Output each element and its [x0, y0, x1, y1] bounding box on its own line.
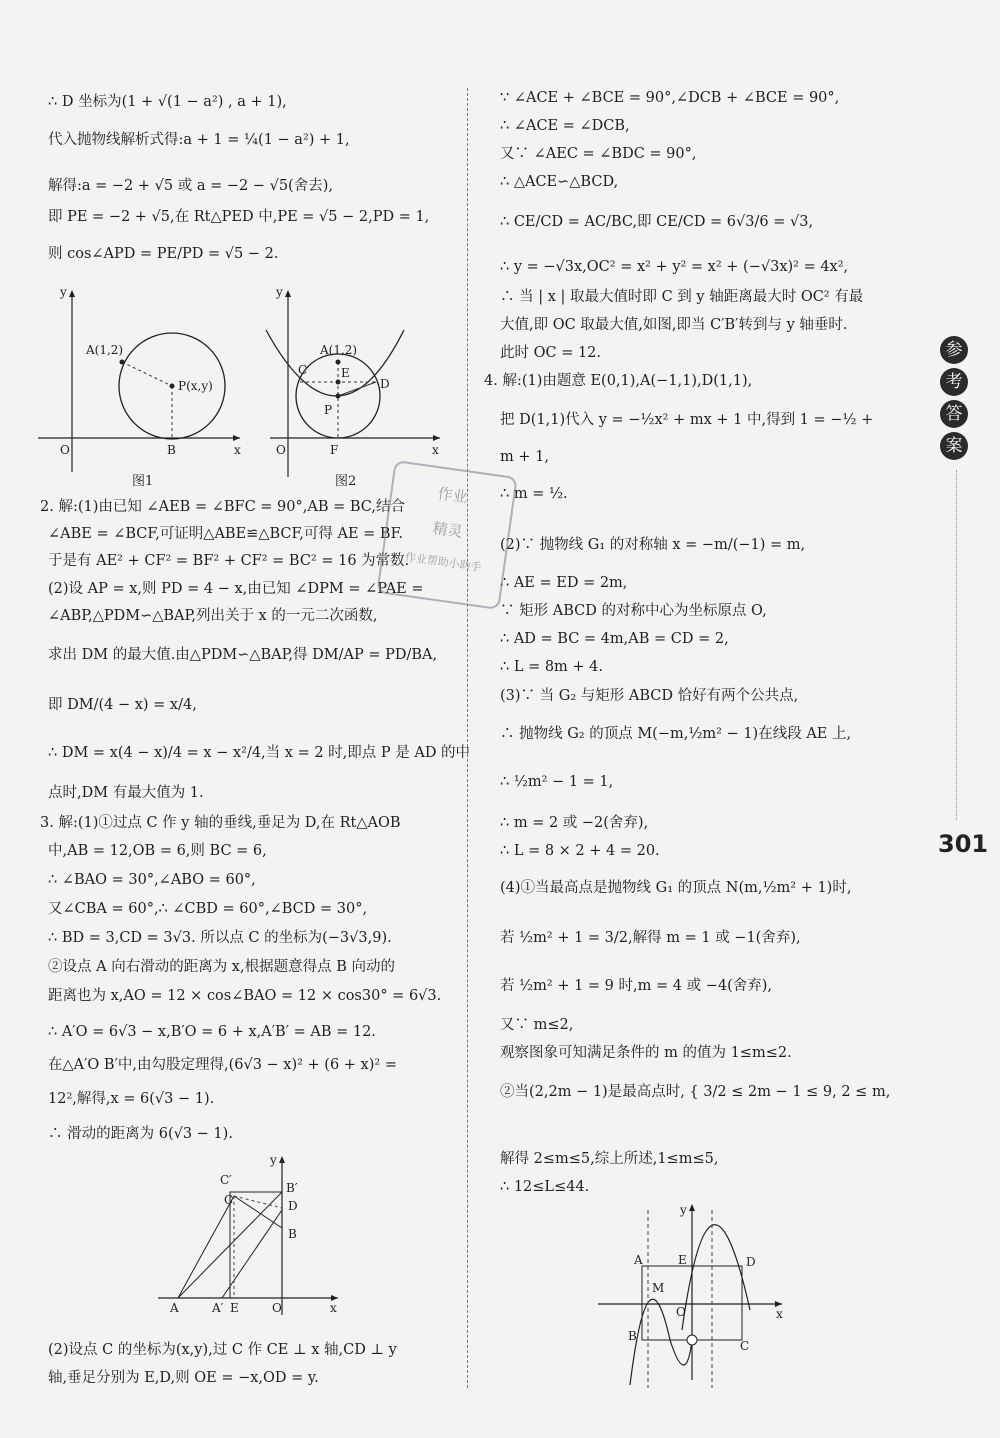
- text-line: 点时,DM 有最大值为 1.: [48, 785, 204, 801]
- text-line: ∵ ∠ACE + ∠BCE = 90°,∠DCB + ∠BCE = 90°,: [500, 90, 840, 106]
- text-line: ∴ m = ½.: [500, 486, 568, 502]
- fig3-b1-label: B′: [286, 1181, 298, 1195]
- text-line: ∴ 12≤L≤44.: [500, 1179, 590, 1195]
- stamp-line-1: 作业: [436, 484, 469, 507]
- text-line: ∴ L = 8m + 4.: [500, 659, 604, 675]
- text-line: 求出 DM 的最大值.由△PDM∽△BAP,得 DM/AP = PD/BA,: [48, 647, 438, 663]
- text-line: 又∵ ∠AEC = ∠BDC = 90°,: [500, 146, 697, 162]
- fig1-o-label: O: [60, 443, 70, 457]
- text-line: 3. 解:(1)①过点 C 作 y 轴的垂线,垂足为 D,在 Rt△AOB: [40, 815, 401, 831]
- fig3-x-label: x: [330, 1301, 337, 1315]
- fig3-b-label: B: [288, 1227, 297, 1241]
- text-line: (2)设点 C 的坐标为(x,y),过 C 作 CE ⊥ x 轴,CD ⊥ y: [48, 1342, 397, 1358]
- fig1-caption: 图1: [132, 474, 154, 489]
- text-line: m + 1,: [500, 449, 549, 465]
- text-line: ∴ CE/CD = AC/BC,即 CE/CD = 6√3/6 = √3,: [500, 214, 814, 230]
- fig3-c1-label: C′: [220, 1173, 232, 1187]
- figure-1: [38, 285, 241, 472]
- fig1-b-label: B: [167, 443, 176, 457]
- text-line: 即 DM/(4 − x) = x/4,: [48, 697, 197, 713]
- text-line: ∴ m = 2 或 −2(舍弃),: [500, 815, 649, 831]
- fig4-x-label: x: [776, 1307, 783, 1321]
- figure-3: [150, 1150, 350, 1320]
- figure-2: [266, 285, 440, 477]
- text-line: ∴ ½m² − 1 = 1,: [500, 774, 614, 790]
- text-line: ∴ AD = BC = 4m,AB = CD = 2,: [500, 631, 729, 647]
- fig3-e-label: E: [230, 1301, 239, 1315]
- text-line: ∴ DM = x(4 − x)/4 = x − x²/4,当 x = 2 时,即点 P 是 AD 的中: [48, 745, 471, 761]
- text-line: ∠ABP,△PDM∽△BAP,列出关于 x 的一元二次函数,: [48, 608, 378, 624]
- fig4-o-label: O: [676, 1305, 686, 1319]
- fig4-b-label: B: [628, 1329, 637, 1343]
- text-line: 距离也为 x,AO = 12 × cos∠BAO = 12 × cos30° = 6√3.: [48, 988, 442, 1004]
- text-line: ∴ 当 | x | 取最大值时即 C 到 y 轴距离最大时 OC² 有最: [500, 289, 864, 305]
- text-line: 若 ½m² + 1 = 3/2,解得 m = 1 或 −1(舍弃),: [500, 930, 801, 946]
- fig2-c-label: C: [298, 363, 308, 377]
- text-line: (3)∵ 当 G₂ 与矩形 ABCD 恰好有两个公共点,: [500, 688, 799, 704]
- fig2-f-label: F: [330, 443, 339, 457]
- fig3-a1-label: A′: [212, 1301, 224, 1315]
- fig2-d-label: D: [380, 377, 390, 391]
- text-line: 代入抛物线解析式得:a + 1 = ¼(1 − a²) + 1,: [48, 132, 350, 148]
- text-line: 2. 解:(1)由已知 ∠AEB = ∠BFC = 90°,AB = BC,结合: [40, 499, 405, 515]
- text-line: ∴ ∠ACE = ∠DCB,: [500, 118, 630, 134]
- text-line: ②设点 A 向右滑动的距离为 x,根据题意得点 B 向动的: [48, 959, 395, 975]
- text-line: 4. 解:(1)由题意 E(0,1),A(−1,1),D(1,1),: [484, 373, 753, 389]
- fig2-x-label: x: [432, 443, 439, 457]
- page-number: 301: [938, 830, 989, 858]
- text-line: (4)①当最高点是抛物线 G₁ 的顶点 N(m,½m² + 1)时,: [500, 880, 852, 896]
- text-line: 中,AB = 12,OB = 6,则 BC = 6,: [48, 843, 267, 859]
- tab-char-3: 答: [940, 400, 968, 428]
- text-line: 观察图象可知满足条件的 m 的值为 1≤m≤2.: [500, 1045, 792, 1061]
- fig3-d-label: D: [288, 1199, 298, 1213]
- fig2-p-label: P: [324, 403, 333, 417]
- text-line: 则 cos∠APD = PE/PD = √5 − 2.: [48, 246, 279, 262]
- text-line: 轴,垂足分别为 E,D,则 OE = −x,OD = y.: [48, 1370, 319, 1386]
- text-line: 此时 OC = 12.: [500, 345, 602, 361]
- text-line: ∴ BD = 3,CD = 3√3. 所以点 C 的坐标为(−3√3,9).: [48, 930, 392, 946]
- fig4-d-label: D: [746, 1255, 756, 1269]
- text-line: ∠ABE = ∠BCF,可证明△ABE≌△BCF,可得 AE = BF.: [48, 526, 404, 542]
- text-line: 在△A′O B′中,由勾股定理得,(6√3 − x)² + (6 + x)² =: [48, 1057, 397, 1073]
- fig1-a-label: A(1,2): [86, 343, 124, 357]
- fig1-p-label: P(x,y): [178, 379, 213, 393]
- text-line: ∴ A′O = 6√3 − x,B′O = 6 + x,A′B′ = AB = 12.: [48, 1024, 376, 1040]
- fig3-c-label: C: [224, 1193, 234, 1207]
- text-line: 解得 2≤m≤5,综上所述,1≤m≤5,: [500, 1151, 719, 1167]
- text-line: 又∵ m≤2,: [500, 1017, 574, 1033]
- text-line: ∴ y = −√3x,OC² = x² + y² = x² + (−√3x)² = 4x²,: [500, 259, 849, 275]
- figure-4: [590, 1200, 790, 1390]
- text-line: 又∠CBA = 60°,∴ ∠CBD = 60°,∠BCD = 30°,: [48, 901, 368, 917]
- tab-char-4: 案: [940, 432, 968, 460]
- tab-char-1: 参: [940, 336, 968, 364]
- text-line: 把 D(1,1)代入 y = −½x² + mx + 1 中,得到 1 = −½ +: [500, 412, 874, 428]
- figure-1-2: [30, 282, 450, 482]
- watermark-stamp: [376, 460, 517, 610]
- section-tab: [940, 336, 972, 464]
- text-line: ∴ L = 8 × 2 + 4 = 20.: [500, 843, 660, 859]
- tab-dotted-rule: [956, 470, 957, 820]
- fig2-a-label: A(1,2): [320, 343, 358, 357]
- fig2-caption: 图2: [335, 474, 357, 489]
- text-line: (2)∵ 抛物线 G₁ 的对称轴 x = −m/(−1) = m,: [500, 537, 806, 553]
- fig4-y-label: y: [680, 1203, 687, 1217]
- text-line: ∴ AE = ED = 2m,: [500, 575, 628, 591]
- text-line: 若 ½m² + 1 = 9 时,m = 4 或 −4(舍弃),: [500, 978, 772, 994]
- text-line: 大值,即 OC 取最大值,如图,即当 C′B′转到与 y 轴垂时.: [500, 317, 848, 333]
- fig1-x-label: x: [234, 443, 241, 457]
- text-line: ∵ 矩形 ABCD 的对称中心为坐标原点 O,: [500, 603, 767, 619]
- text-line: 即 PE = −2 + √5,在 Rt△PED 中,PE = √5 − 2,PD = 1,: [48, 209, 430, 225]
- fig4-c-label: C: [740, 1339, 750, 1353]
- text-line: ∴ △ACE∽△BCD,: [500, 174, 619, 190]
- fig4-e-label: E: [678, 1253, 687, 1267]
- text-line: ②当(2,2m − 1)是最高点时, { 3/2 ≤ 2m − 1 ≤ 9, 2 ≤ m,: [500, 1084, 891, 1100]
- fig2-y-label: y: [276, 285, 283, 299]
- text-line: ∴ 滑动的距离为 6(√3 − 1).: [48, 1126, 233, 1142]
- fig4-a-label: A: [634, 1253, 643, 1267]
- fig3-y-label: y: [270, 1153, 277, 1167]
- fig3-a-label: A: [170, 1301, 179, 1315]
- stamp-line-3: 作业帮助小助手: [404, 550, 483, 575]
- fig3-o-label: O: [272, 1301, 282, 1315]
- stamp-line-2: 精灵: [431, 519, 464, 542]
- fig4-m-label: M: [652, 1281, 665, 1295]
- text-line: ∴ D 坐标为(1 + √(1 − a²) , a + 1),: [48, 94, 287, 110]
- text-line: 于是有 AE² + CF² = BF² + CF² = BC² = 16 为常数.: [48, 553, 410, 569]
- text-line: 12²,解得,x = 6(√3 − 1).: [48, 1091, 215, 1107]
- tab-char-2: 考: [940, 368, 968, 396]
- fig1-y-label: y: [60, 285, 67, 299]
- fig2-e-label: E: [341, 366, 350, 380]
- column-divider: [467, 88, 468, 1388]
- fig2-o-label: O: [276, 443, 286, 457]
- text-line: ∴ 抛物线 G₂ 的顶点 M(−m,½m² − 1)在线段 AE 上,: [500, 726, 852, 742]
- text-line: ∴ ∠BAO = 30°,∠ABO = 60°,: [48, 872, 256, 888]
- text-line: 解得:a = −2 + √5 或 a = −2 − √5(舍去),: [48, 178, 333, 194]
- text-line: (2)设 AP = x,则 PD = 4 − x,由已知 ∠DPM = ∠PAE =: [48, 581, 424, 597]
